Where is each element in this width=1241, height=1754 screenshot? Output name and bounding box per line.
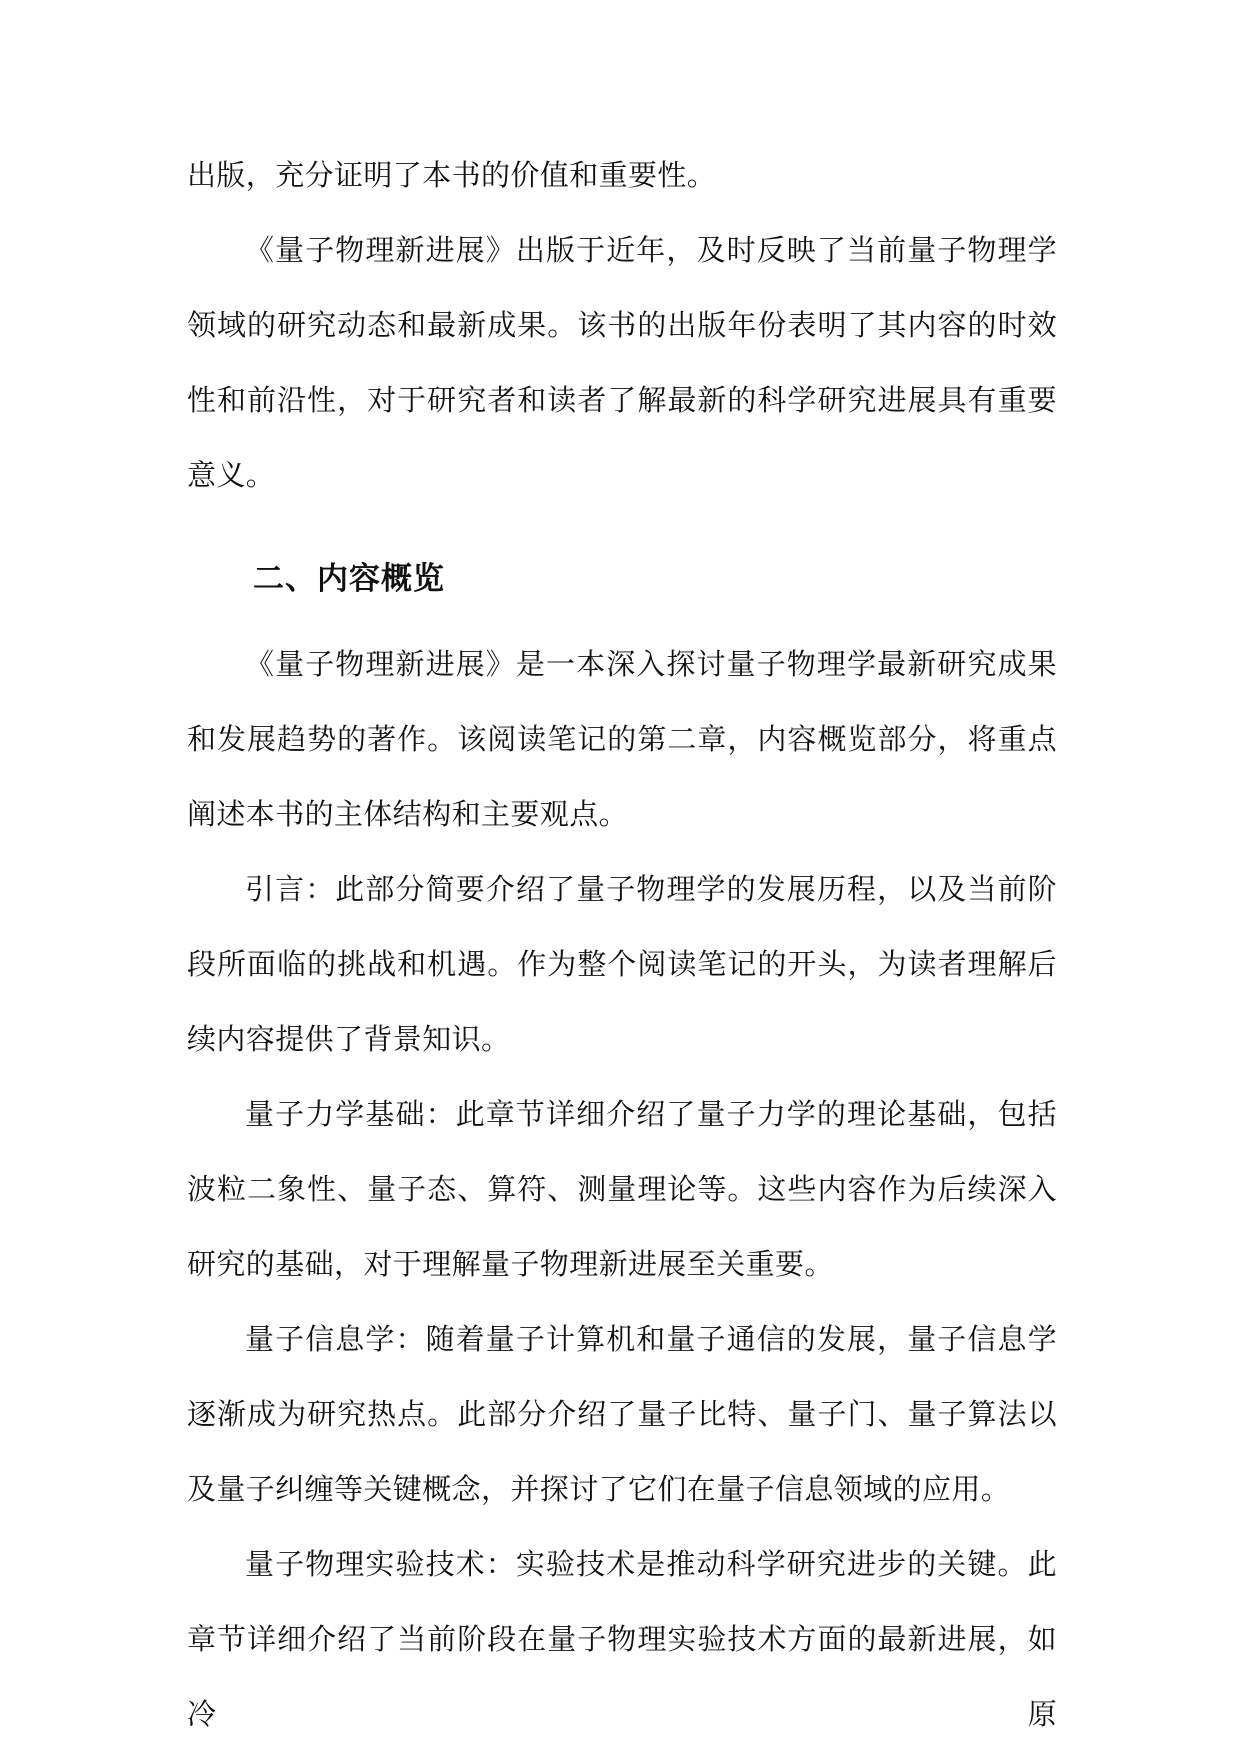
paragraph-publication: 《量子物理新进展》出版于近年，及时反映了当前量子物理学领域的研究动态和最新成果。该书的出版年份表明了其内容的时效性和前沿性，对于研究者和读者了解最新的科学研究进展具有重要意义。 — [187, 233, 1057, 492]
paragraph-overview: 《量子物理新进展》是一本深入探讨量子物理学最新研究成果和发展趋势的著作。该阅读笔记的第二章，内容概览部分，将重点阐述本书的主体结构和主要观点。 — [187, 647, 1057, 831]
paragraph-experimental-techniques: 量子物理实验技术：实验技术是推动科学研究进步的关键。此章节详细介绍了当前阶段在量子物理实验技术方面的最新进展，如冷原 — [187, 1547, 1057, 1731]
section-heading: 二、内容概览 — [253, 561, 445, 597]
paragraph-introduction: 引言：此部分简要介绍了量子物理学的发展历程，以及当前阶段所面临的挑战和机遇。作为整个阅读笔记的开头，为读者理解后续内容提供了背景知识。 — [187, 872, 1057, 1056]
paragraph-continuation: 出版，充分证明了本书的价值和重要性。 — [187, 158, 717, 192]
document-body — [187, 138, 1057, 1752]
paragraph-quantum-mechanics: 量子力学基础：此章节详细介绍了量子力学的理论基础，包括波粒二象性、量子态、算符、测量理论等。这些内容作为后续深入研究的基础，对于理解量子物理新进展至关重要。 — [187, 1097, 1057, 1281]
paragraph-quantum-information: 量子信息学：随着量子计算机和量子通信的发展，量子信息学逐渐成为研究热点。此部分介绍了量子比特、量子门、量子算法以及量子纠缠等关键概念，并探讨了它们在量子信息领域的应用。 — [187, 1322, 1057, 1506]
